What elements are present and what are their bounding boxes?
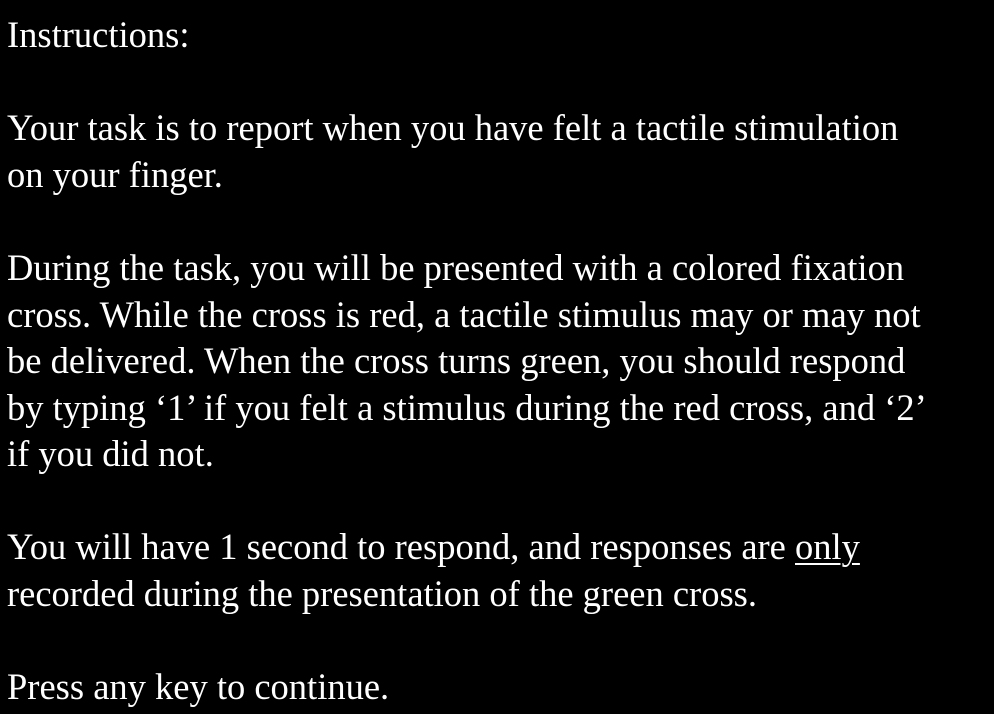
procedure-paragraph [7, 245, 927, 478]
instructions-heading: Instructions: [7, 14, 190, 55]
timing-line-1 [7, 524, 860, 571]
task-line-1: Your task is to report when you have felt a tactile stimulation [7, 107, 899, 148]
procedure-line-4: by typing ‘1’ if you felt a stimulus during the red cross, and ‘2’ [7, 386, 927, 428]
timing-line-1-text: You will have 1 second to respond, and responses are [7, 526, 795, 567]
task-paragraph [7, 105, 898, 198]
procedure-line-2: cross. While the cross is red, a tactile stimulus may or may not [7, 293, 921, 335]
timing-paragraph [7, 524, 860, 617]
procedure-line-3: be delivered. When the cross turns green, you should respond [7, 340, 906, 381]
timing-line-2: recorded during the presentation of the green cross. [7, 572, 757, 614]
procedure-line-1: During the task, you will be presented with a colored fixation [7, 247, 905, 288]
only-emphasis: only [795, 526, 860, 567]
task-line-2: on your finger. [7, 153, 223, 195]
procedure-line-5: if you did not. [7, 433, 214, 474]
continue-prompt: Press any key to continue. [7, 666, 390, 707]
